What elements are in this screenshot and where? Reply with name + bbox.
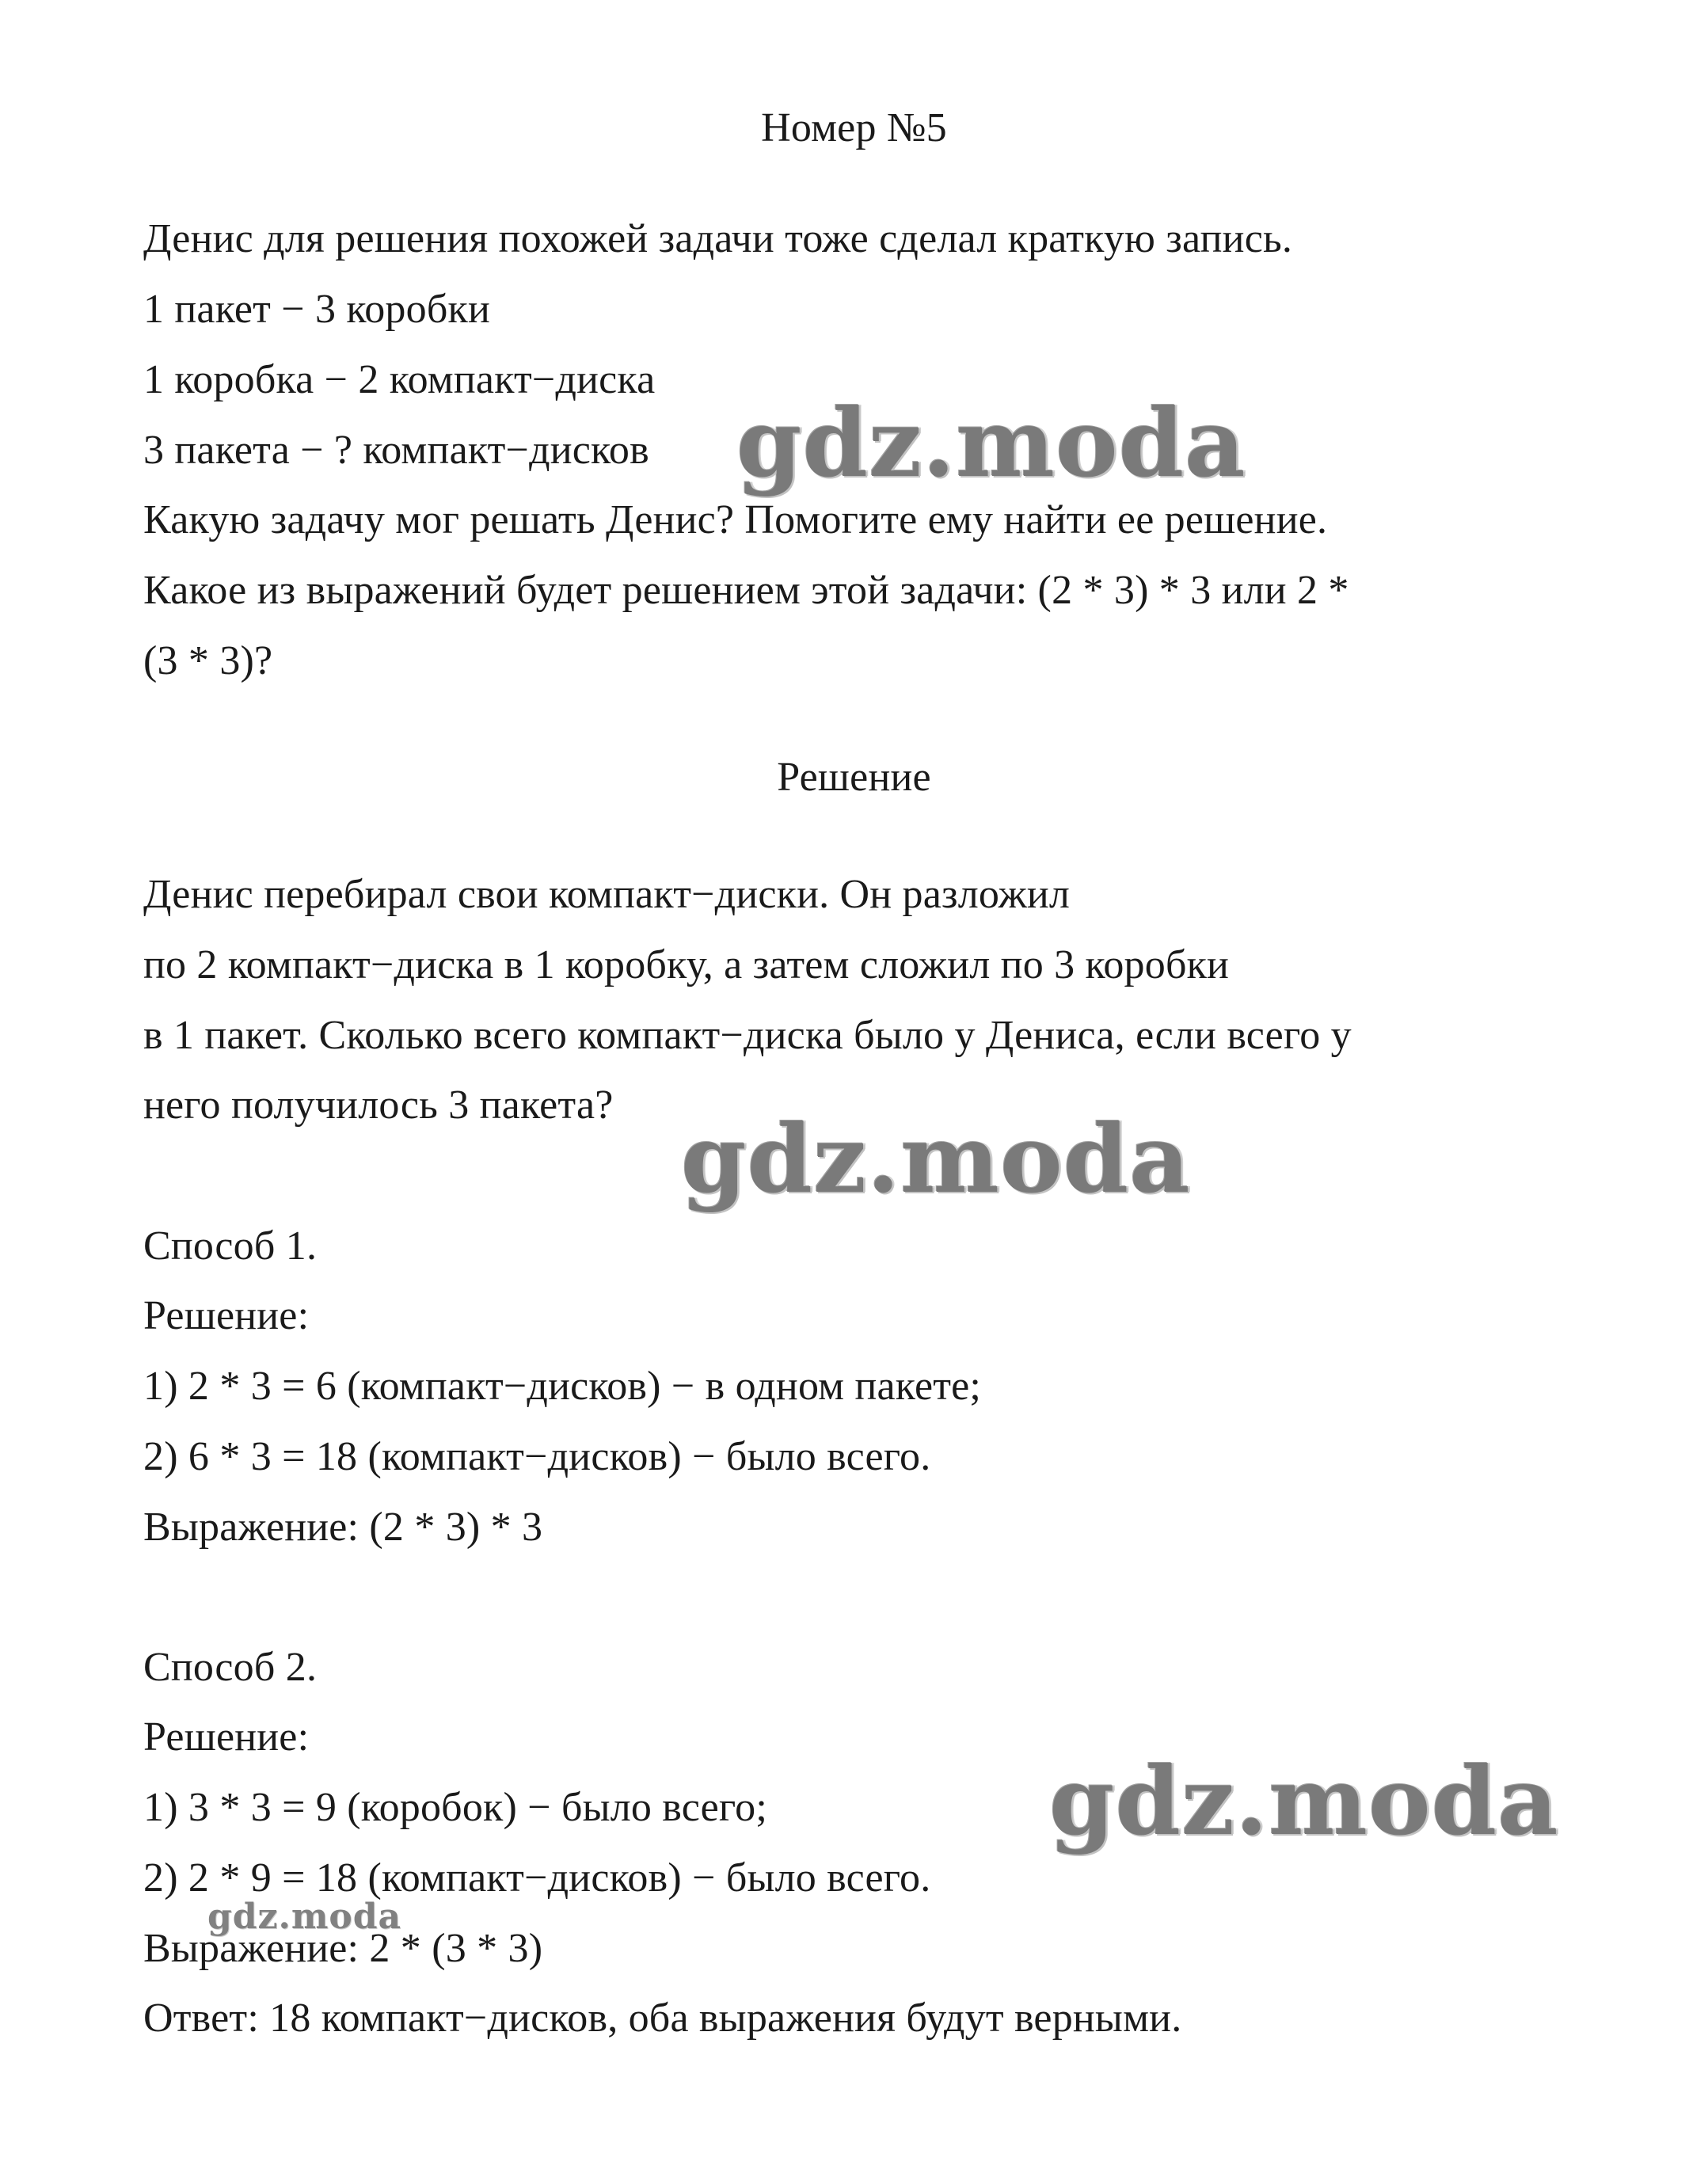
watermark-2: gdz.moda [681, 1104, 1191, 1214]
method2-expression: Выражение: 2 * (3 * 3) [143, 1926, 543, 1971]
method1-expression: Выражение: (2 * 3) * 3 [143, 1505, 543, 1550]
solution-heading: Решение [777, 755, 931, 800]
answer-line: Ответ: 18 компакт−дисков, оба выражения будут верными. [143, 1996, 1182, 2041]
method1-label: Решение: [143, 1293, 310, 1338]
task-line-7: (3 * 3)? [143, 638, 273, 683]
story-line-3: в 1 пакет. Сколько всего компакт−диска было у Дениса, если всего у [143, 1013, 1352, 1058]
method2-label: Решение: [143, 1714, 310, 1760]
story-line-4: него получилось 3 пакета? [143, 1082, 614, 1128]
task-line-3: 1 коробка − 2 компакт−диска [143, 357, 656, 402]
watermark-1: gdz.moda [736, 388, 1246, 498]
method1-step-2: 2) 6 * 3 = 18 (компакт−дисков) − было всего. [143, 1434, 931, 1479]
method2-title: Способ 2. [143, 1645, 318, 1690]
method1-title: Способ 1. [143, 1223, 318, 1269]
task-line-2: 1 пакет − 3 коробки [143, 287, 490, 332]
watermark-4: gdz.moda [207, 1897, 402, 1937]
method2-step-2: 2) 2 * 9 = 18 (компакт−дисков) − было всего. [143, 1855, 931, 1901]
page-title: Номер №5 [761, 105, 947, 150]
task-line-1: Денис для решения похожей задачи тоже сделал краткую запись. [143, 216, 1293, 261]
story-line-1: Денис перебирал свои компакт−диски. Он разложил [143, 872, 1071, 917]
story-line-2: по 2 компакт−диска в 1 коробку, а затем сложил по 3 коробки [143, 942, 1230, 987]
method2-step-1: 1) 3 * 3 = 9 (коробок) − было всего; [143, 1785, 768, 1830]
method1-step-1: 1) 2 * 3 = 6 (компакт−дисков) − в одном пакете; [143, 1364, 982, 1409]
task-line-5: Какую задачу мог решать Денис? Помогите ему найти ее решение. [143, 497, 1328, 542]
task-line-6: Какое из выражений будет решением этой задачи: (2 * 3) * 3 или 2 * [143, 568, 1349, 613]
task-line-4: 3 пакета − ? компакт−дисков [143, 428, 649, 473]
watermark-3: gdz.moda [1049, 1746, 1559, 1856]
